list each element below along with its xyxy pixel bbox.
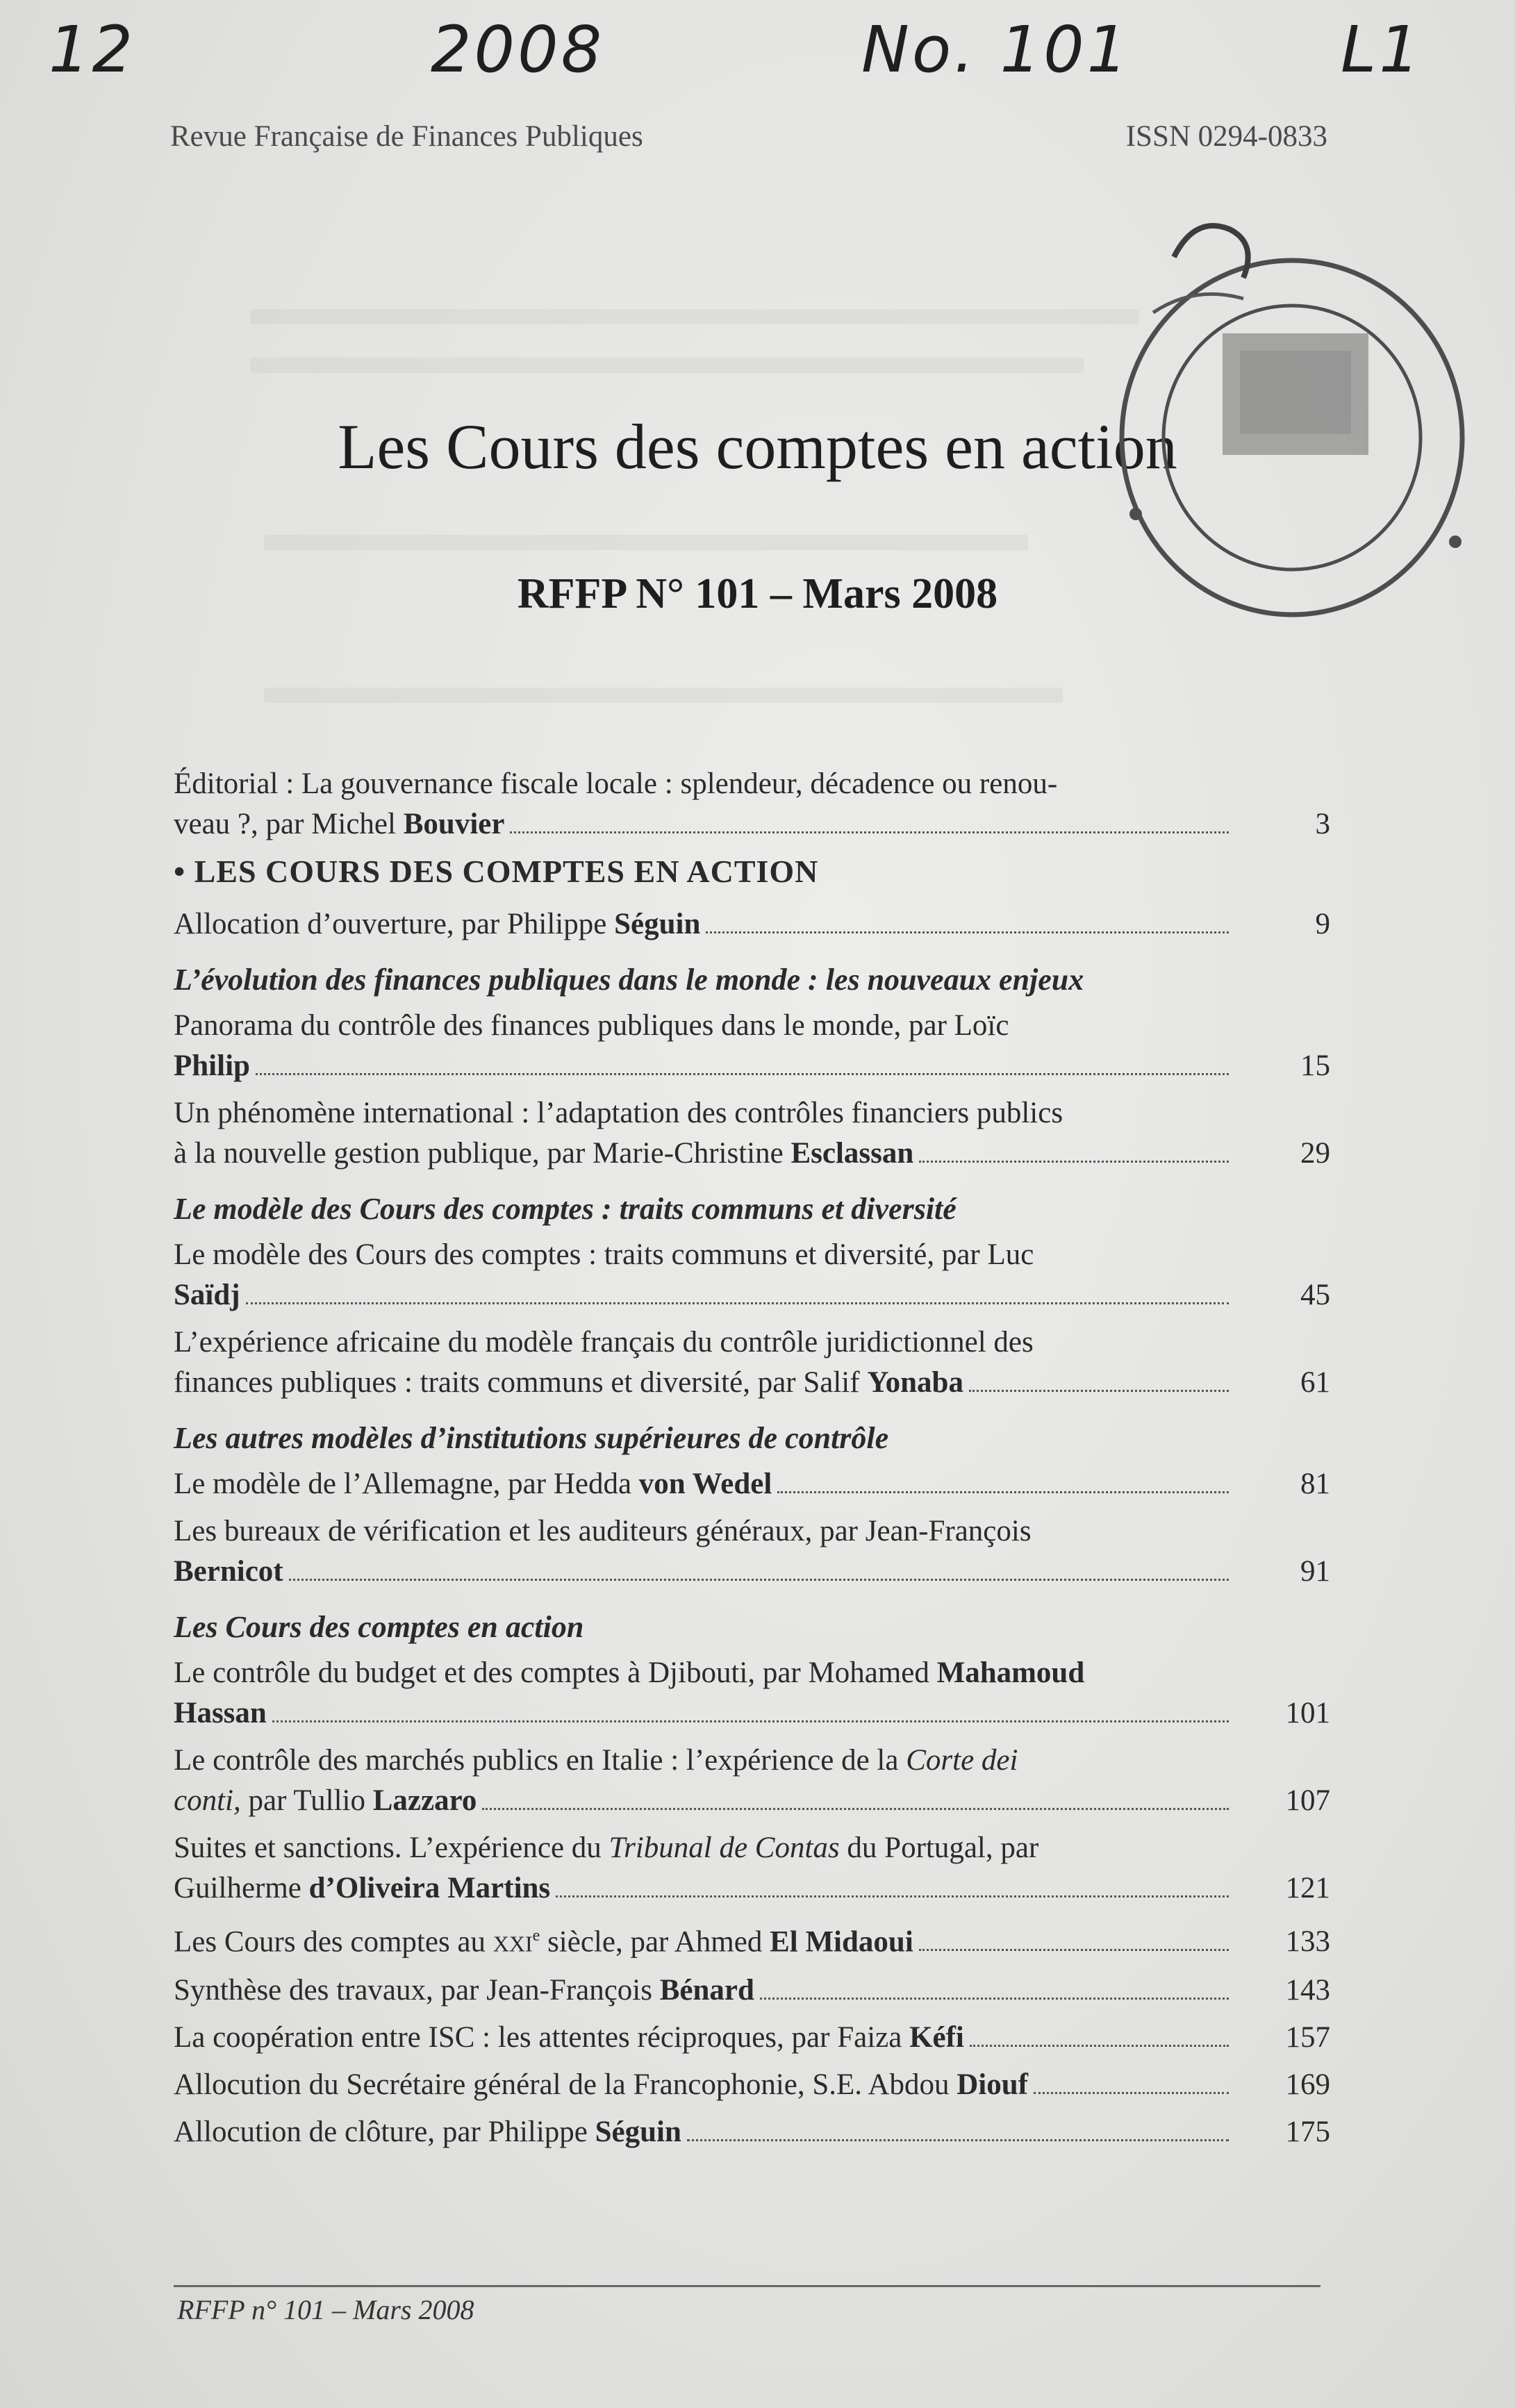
toc-entry-bureaux[interactable] [174, 1511, 1330, 1592]
subsection-heading: Les Cours des comptes en action [174, 1610, 584, 1644]
footer-divider [174, 2285, 1321, 2287]
dot-leader [919, 1949, 1229, 1951]
author-name: El Midaoui [770, 1925, 913, 1959]
entry-text: conti, par Tullio Lazzaro [174, 1784, 477, 1817]
entry-text: Synthèse des travaux, par Jean-François Bénard [174, 1974, 754, 2007]
entry-last-line [174, 1464, 1330, 1504]
page-number: 175 [1285, 2116, 1330, 2149]
italic-title: Corte dei [906, 1744, 1018, 1777]
dot-leader [777, 1491, 1229, 1493]
toc-entry-panorama[interactable] [174, 1006, 1330, 1086]
entry-last-line [174, 1046, 1330, 1086]
toc-entry-synthese[interactable] [174, 1970, 1330, 2011]
author-name: Yonaba [867, 1366, 963, 1399]
page-number: 121 [1285, 1872, 1330, 1904]
dot-leader [970, 2045, 1229, 2047]
entry-line: Le contrôle des marchés publics en Italie : l’expérience de la Corte dei [174, 1744, 1018, 1777]
toc-entry-italie[interactable] [174, 1741, 1330, 1821]
dot-leader [482, 1808, 1229, 1810]
author-name: Philip [174, 1049, 250, 1082]
handwritten-number: No. 101 [861, 13, 1131, 87]
entry-text: à la nouvelle gestion publique, par Marie-Christine Esclassan [174, 1137, 914, 1170]
entry-last-line [174, 1970, 1330, 2011]
page-number: 143 [1285, 1974, 1330, 2007]
bleed-through [264, 535, 1028, 550]
entry-last-line [174, 1868, 1330, 1909]
dot-leader [969, 1390, 1229, 1392]
entry-text: Allocution de clôture, par Philippe Séguin [174, 2116, 681, 2149]
entry-line: Éditorial : La gouvernance fiscale locale : splendeur, décadence ou renou- [174, 767, 1058, 800]
entry-line: Le modèle des Cours des comptes : traits communs et diversité, par Luc [174, 1238, 1034, 1271]
entry-text: Allocution du Secrétaire général de la Francophonie, S.E. Abdou Diouf [174, 2068, 1028, 2102]
page-number: 133 [1285, 1925, 1330, 1959]
section-heading: • LES COURS DES COMPTES EN ACTION [174, 854, 819, 889]
entry-line: Les bureaux de vérification et les auditeurs généraux, par Jean-François [174, 1515, 1032, 1547]
author-name: Lazzaro [372, 1784, 477, 1817]
dot-leader [246, 1302, 1229, 1304]
author-name: Hassan [174, 1697, 267, 1729]
page-number: 29 [1300, 1137, 1330, 1170]
dot-leader [760, 1998, 1229, 2000]
italic-title: conti, [174, 1784, 241, 1817]
dot-leader [510, 831, 1229, 833]
entry-line: Panorama du contrôle des finances publiques dans le monde, par Loïc [174, 1009, 1009, 1042]
page-number: 9 [1315, 908, 1330, 940]
author-name: Bouvier [403, 808, 505, 840]
entry-text: Allocation d’ouverture, par Philippe Séguin [174, 908, 701, 940]
dot-leader [556, 1895, 1229, 1898]
dot-leader [687, 2139, 1229, 2141]
handwritten-code: L1 [1341, 13, 1423, 87]
toc-entry-editorial[interactable] [174, 764, 1330, 845]
library-stamp-icon [1070, 208, 1487, 639]
toc-entry-africaine[interactable] [174, 1322, 1330, 1403]
entry-line: Suites et sanctions. L’expérience du Tribunal de Contas du Portugal, par [174, 1832, 1039, 1864]
subsection-heading: Le modèle des Cours des comptes : traits communs et diversité [174, 1192, 957, 1226]
toc-entry-djibouti[interactable] [174, 1653, 1330, 1734]
toc-entry-allemagne[interactable] [174, 1464, 1330, 1504]
entry-line: Un phénomène international : l’adaptation des contrôles financiers publics [174, 1097, 1063, 1129]
entry-last-line [174, 804, 1330, 845]
bleed-through [250, 309, 1139, 324]
subsection-heading: L’évolution des finances publiques dans le monde : les nouveaux enjeux [174, 963, 1084, 997]
entry-last-line [174, 1275, 1330, 1315]
author-name: Diouf [957, 2068, 1028, 2102]
italic-title: Tribunal de Contas [609, 1832, 840, 1864]
table-of-contents [174, 764, 1330, 2159]
issn: ISSN 0294-0833 [1125, 120, 1327, 153]
toc-entry-opening[interactable] [174, 904, 1330, 945]
author-name: von Wedel [638, 1468, 772, 1500]
page-number: 101 [1285, 1697, 1330, 1729]
bleed-through [250, 358, 1084, 373]
page-footer: RFFP n° 101 – Mars 2008 [177, 2294, 474, 2325]
entry-last-line [174, 1552, 1330, 1592]
page-number: 169 [1285, 2068, 1330, 2102]
entry-last-line [174, 1916, 1330, 1963]
author-name: Bernicot [174, 1555, 283, 1588]
entry-text: finances publiques : traits communs et diversité, par Salif Yonaba [174, 1366, 963, 1399]
entry-line: Le contrôle du budget et des comptes à Djibouti, par Mohamed Mahamoud [174, 1656, 1085, 1689]
author-name: Esclassan [790, 1137, 914, 1170]
page-number: 91 [1300, 1555, 1330, 1588]
issue-title: RFFP N° 101 – Mars 2008 [517, 570, 998, 617]
entry-last-line [174, 1781, 1330, 1821]
entry-last-line [174, 1134, 1330, 1174]
entry-last-line [174, 1363, 1330, 1403]
dot-leader [256, 1073, 1229, 1075]
handwritten-year: 2008 [431, 13, 605, 87]
entry-text: veau ?, par Michel Bouvier [174, 808, 505, 840]
author-name: Séguin [614, 908, 701, 940]
superscript: e [532, 1927, 540, 1945]
entry-last-line [174, 2065, 1330, 2105]
toc-entry-cloture[interactable] [174, 2112, 1330, 2152]
toc-entry-francophonie[interactable] [174, 2065, 1330, 2105]
bleed-through [264, 688, 1063, 703]
subsection-heading: Les autres modèles d’institutions supérieures de contrôle [174, 1421, 889, 1455]
author-name: d’Oliveira Martins [308, 1872, 551, 1904]
toc-entry-phenomene[interactable] [174, 1093, 1330, 1174]
journal-name: Revue Française de Finances Publiques [170, 120, 643, 153]
author-name: Saïdj [174, 1279, 240, 1311]
toc-entry-xxi[interactable] [174, 1916, 1330, 1963]
page-number: 157 [1285, 2021, 1330, 2054]
author-name: Kéfi [909, 2021, 964, 2054]
entry-text: Le modèle de l’Allemagne, par Hedda von Wedel [174, 1468, 772, 1500]
entry-last-line [174, 1693, 1330, 1734]
entry-line: L’expérience africaine du modèle français du contrôle juridictionnel des [174, 1326, 1034, 1359]
entry-last-line [174, 2018, 1330, 2058]
entry-text: Les Cours des comptes au XXIe siècle, par Ahmed El Midaoui [174, 1925, 913, 1959]
toc-entry-cooperation[interactable] [174, 2018, 1330, 2058]
toc-entry-portugal[interactable] [174, 1828, 1330, 1909]
dot-leader [289, 1579, 1229, 1581]
toc-entry-modele[interactable] [174, 1235, 1330, 1315]
century-numeral: XXI [492, 1931, 533, 1957]
entry-last-line [174, 904, 1330, 945]
entry-text: La coopération entre ISC : les attentes réciproques, par Faiza Kéfi [174, 2021, 964, 2054]
author-name: Séguin [595, 2116, 681, 2149]
page-number: 15 [1300, 1049, 1330, 1082]
page-number: 81 [1300, 1468, 1330, 1500]
author-name: Mahamoud [936, 1656, 1085, 1689]
author-name: Bénard [659, 1974, 754, 2007]
dot-leader [272, 1720, 1229, 1722]
entry-last-line [174, 2112, 1330, 2152]
page-number: 61 [1300, 1366, 1330, 1399]
dot-leader [706, 931, 1229, 933]
page-number: 107 [1285, 1784, 1330, 1817]
entry-text: Guilherme d’Oliveira Martins [174, 1872, 551, 1904]
dot-leader [919, 1161, 1229, 1163]
handwritten-volume: 12 [49, 13, 136, 87]
page-title: Les Cours des comptes en action [338, 411, 1177, 482]
page-number: 3 [1315, 808, 1330, 840]
dot-leader [1034, 2092, 1229, 2094]
page-number: 45 [1300, 1279, 1330, 1311]
